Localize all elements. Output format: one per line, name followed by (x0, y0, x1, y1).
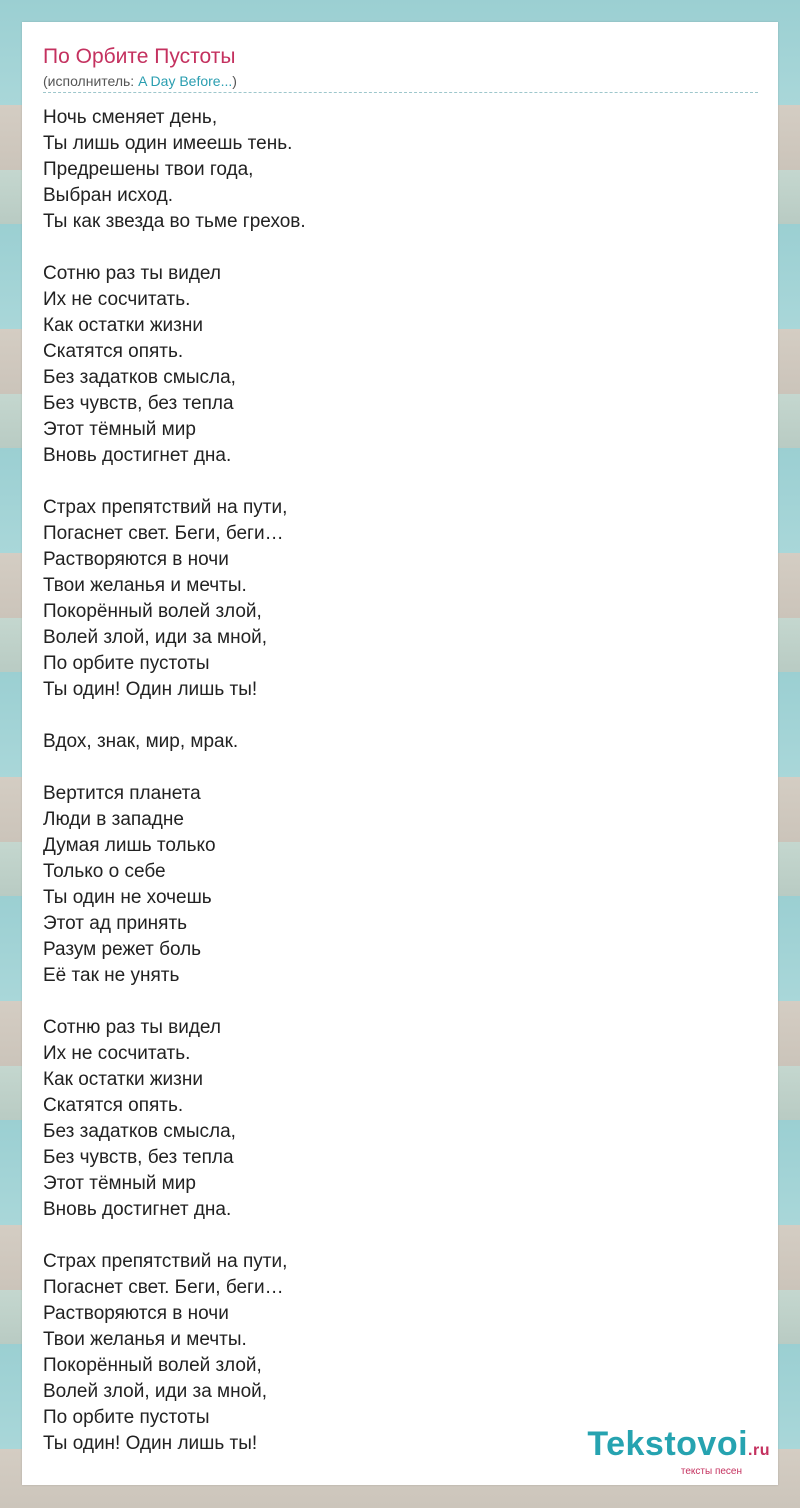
lyric-line: Вертится планета (43, 783, 201, 804)
lyric-line: Ты один не хочешь (43, 887, 212, 908)
lyric-line: Вдох, знак, мир, мрак. (43, 731, 239, 752)
lyric-line: Вновь достигнет дна. (43, 1199, 232, 1220)
lyrics-body (43, 105, 743, 1483)
lyric-line: Их не сосчитать. (43, 1043, 191, 1064)
lyric-line: Растворяются в ночи (43, 1303, 229, 1324)
lyrics-stanza (43, 1015, 743, 1223)
artist-link[interactable]: A Day Before... (138, 73, 233, 89)
lyrics-stanza (43, 495, 743, 703)
lyric-line: Сотню раз ты видел (43, 263, 221, 284)
lyrics-card (22, 22, 778, 1485)
artist-suffix: ) (232, 73, 237, 89)
lyric-line: Люди в западне (43, 809, 184, 830)
lyric-line: Без задатков смысла, (43, 367, 236, 388)
lyric-line: Без чувств, без тепла (43, 1147, 234, 1168)
lyric-line: Без чувств, без тепла (43, 393, 234, 414)
lyric-line: Волей злой, иди за мной, (43, 627, 268, 648)
lyrics-stanza (43, 729, 743, 755)
lyric-line: Этот ад принять (43, 913, 188, 934)
lyrics-stanza (43, 105, 743, 235)
lyric-line: Ты один! Один лишь ты! (43, 679, 258, 700)
artist-line (43, 72, 237, 90)
lyric-line: Выбран исход. (43, 185, 174, 206)
lyric-line: Твои желанья и мечты. (43, 1329, 247, 1350)
lyric-line: Только о себе (43, 861, 166, 882)
lyrics-stanza (43, 781, 743, 989)
lyric-line: По орбите пустоты (43, 1407, 210, 1428)
lyric-line: Покорённый волей злой, (43, 1355, 262, 1376)
lyric-line: Ты как звезда во тьме грехов. (43, 211, 306, 232)
lyric-line: Этот тёмный мир (43, 419, 196, 440)
logo-tagline: тексты песен (680, 1466, 742, 1477)
logo-wordmark (587, 1427, 770, 1468)
lyric-line: Страх препятствий на пути, (43, 497, 288, 518)
lyric-line: Этот тёмный мир (43, 1173, 196, 1194)
lyric-line: Ты один! Один лишь ты! (43, 1433, 258, 1454)
lyric-line: Ты лишь один имеешь тень. (43, 133, 293, 154)
lyric-line: Её так не унять (43, 965, 180, 986)
lyric-line: Как остатки жизни (43, 315, 203, 336)
lyric-line: Погаснет свет. Беги, беги… (43, 1277, 284, 1298)
lyric-line: Твои желанья и мечты. (43, 575, 247, 596)
lyric-line: Думая лишь только (43, 835, 216, 856)
artist-prefix: (исполнитель: (43, 73, 139, 89)
lyric-line: Без задатков смысла, (43, 1121, 236, 1142)
lyric-line: Погаснет свет. Беги, беги… (43, 523, 284, 544)
lyric-line: Растворяются в ночи (43, 549, 229, 570)
lyric-line: Сотню раз ты видел (43, 1017, 221, 1038)
lyric-line: Разум режет боль (43, 939, 202, 960)
lyrics-stanza (43, 261, 743, 469)
lyric-line: Ночь сменяет день, (43, 107, 218, 128)
logo-domain-suffix: .ru (748, 1442, 770, 1459)
lyric-line: Покорённый волей злой, (43, 601, 262, 622)
title-divider (43, 92, 758, 93)
logo-main-text: Tekstovoi (587, 1425, 749, 1463)
lyric-line: Скатятся опять. (43, 341, 184, 362)
lyric-line: Как остатки жизни (43, 1069, 203, 1090)
site-logo[interactable] (587, 1427, 770, 1477)
song-title: По Орбите Пустоты (43, 45, 236, 68)
lyric-line: По орбите пустоты (43, 653, 210, 674)
lyric-line: Волей злой, иди за мной, (43, 1381, 268, 1402)
lyric-line: Вновь достигнет дна. (43, 445, 232, 466)
lyric-line: Их не сосчитать. (43, 289, 191, 310)
lyric-line: Скатятся опять. (43, 1095, 184, 1116)
lyric-line: Предрешены твои года, (43, 159, 254, 180)
lyric-line: Страх препятствий на пути, (43, 1251, 288, 1272)
